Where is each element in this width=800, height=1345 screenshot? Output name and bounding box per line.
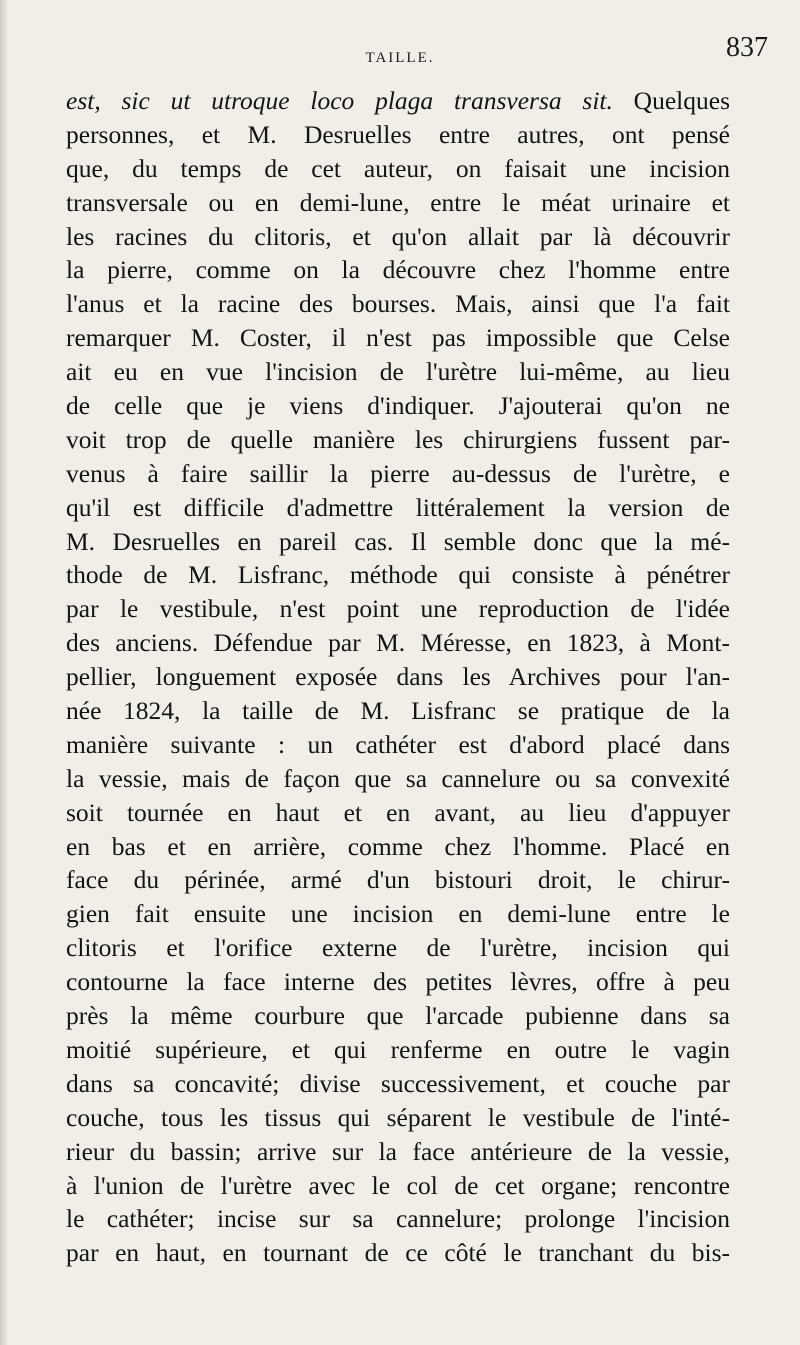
- text-line: par en haut, en tournant de ce côté le tranchant du bis-: [66, 1238, 730, 1268]
- text-line: le cathéter; incise sur sa cannelure; prolonge l'incision: [66, 1204, 730, 1234]
- text-line: moitié supérieure, et qui renferme en outre le vagin: [66, 1034, 730, 1064]
- text-line: face du périnée, armé d'un bistouri droit, le chirur-: [66, 865, 730, 895]
- text-line: les racines du clitoris, et qu'on allait par là découvrir: [66, 221, 730, 251]
- text-line: M. Desruelles en pareil cas. Il semble donc que la mé-: [66, 526, 730, 556]
- text-line: rieur du bassin; arrive sur la face antérieure de la vessie,: [66, 1136, 730, 1166]
- text-line: manière suivante : un cathéter est d'abord placé dans: [66, 729, 730, 759]
- text-line: la pierre, comme on la découvre chez l'homme entre: [66, 255, 730, 285]
- line-text: Quelques: [612, 86, 730, 115]
- text-line: [66, 84, 730, 118]
- text-line: remarquer M. Coster, il n'est pas impossible que Celse: [66, 323, 730, 353]
- page-number: 837: [726, 32, 768, 63]
- text-line: venus à faire saillir la pierre au-dessus de l'urètre, e: [66, 458, 730, 488]
- text-line: gien fait ensuite une incision en demi-lune entre le: [66, 899, 730, 929]
- text-line: en bas et en arrière, comme chez l'homme. Placé en: [66, 831, 730, 861]
- text-line: la vessie, mais de façon que sa cannelure ou sa convexité: [66, 763, 730, 793]
- latin-quote: est, sic ut utroque loco plaga transversa sit.: [66, 86, 613, 115]
- text-line: à l'union de l'urètre avec le col de cet organe; rencontre: [66, 1170, 730, 1200]
- running-head: TAILLE.: [365, 50, 435, 66]
- text-line: pellier, longuement exposée dans les Archives pour l'an-: [66, 662, 730, 692]
- page-edge-shadow: [0, 0, 8, 1345]
- text-line: soit tournée en haut et en avant, au lieu d'appuyer: [66, 797, 730, 827]
- text-line: dans sa concavité; divise successivement, et couche par: [66, 1068, 730, 1098]
- text-line: de celle que je viens d'indiquer. J'ajouterai qu'on ne: [66, 391, 730, 421]
- text-line: clitoris et l'orifice externe de l'urètre, incision qui: [66, 933, 730, 963]
- text-line: couche, tous les tissus qui séparent le vestibule de l'inté-: [66, 1102, 730, 1132]
- text-line: thode de M. Lisfranc, méthode qui consiste à pénétrer: [66, 560, 730, 590]
- text-line: transversale ou en demi-lune, entre le méat urinaire et: [66, 187, 730, 217]
- text-line: née 1824, la taille de M. Lisfranc se pratique de la: [66, 696, 730, 726]
- body-text: [66, 84, 730, 1270]
- text-line: des anciens. Défendue par M. Méresse, en 1823, à Mont-: [66, 628, 730, 658]
- text-line: par le vestibule, n'est point une reproduction de l'idée: [66, 594, 730, 624]
- text-line: ait eu en vue l'incision de l'urètre lui-même, au lieu: [66, 357, 730, 387]
- text-line: que, du temps de cet auteur, on faisait une incision: [66, 153, 730, 183]
- text-line: l'anus et la racine des bourses. Mais, ainsi que l'a fait: [66, 289, 730, 319]
- text-line: qu'il est difficile d'admettre littéralement la version de: [66, 492, 730, 522]
- text-line: personnes, et M. Desruelles entre autres, ont pensé: [66, 119, 730, 149]
- text-line: voit trop de quelle manière les chirurgiens fussent par-: [66, 424, 730, 454]
- text-line: près la même courbure que l'arcade pubienne dans sa: [66, 1001, 730, 1031]
- text-line: contourne la face interne des petites lèvres, offre à peu: [66, 967, 730, 997]
